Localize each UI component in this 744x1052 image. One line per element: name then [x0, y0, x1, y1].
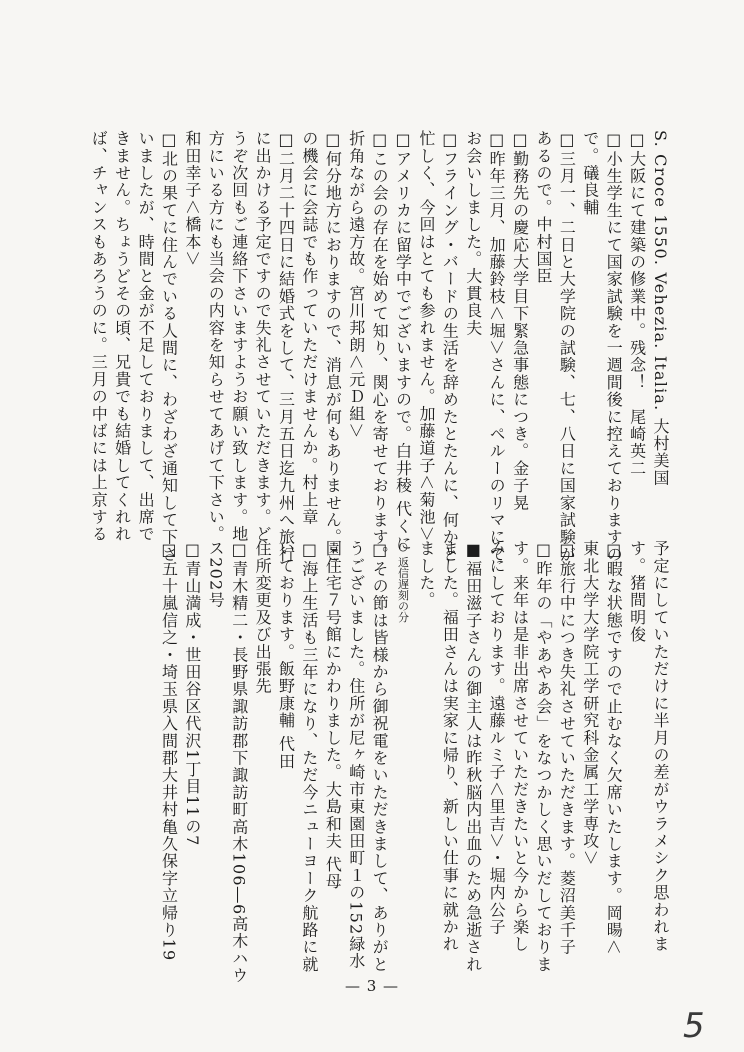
text-column: ■福田滋子さんの御主人は昨秋脳内出血のため急逝され [463, 540, 483, 973]
text-column: □北の果てに住んでいる人間に、わざわざ通知して下さ [159, 130, 179, 563]
text-column: □青山満成・世田谷区代沢1丁目11の7 [182, 540, 202, 847]
text-column: ました。福田さんは実家に帰り、新しい仕事に就かれ [440, 540, 460, 953]
text-column: す。来年は是非出席させていただきたいと今から楽し [510, 540, 530, 953]
text-column: □三月一、二日と大学院の試験、七、八日に国家試験が [557, 130, 577, 563]
text-column: □二月二十四日に結婚式をして、三月五日迄九州へ旅行 [276, 130, 296, 563]
text-column: □その節は皆様から御祝電をいただきまして、ありがと [370, 540, 390, 973]
text-column: いましたが、時間と金が不足しておりまして、出席で [136, 130, 156, 543]
text-column: □何分地方におりますので、消息が何もありません。こ [323, 130, 343, 563]
text-column: 忙しく、今回はとても参れません。加藤道子＜菊池＞ [416, 130, 436, 543]
text-column: □勤務先の慶応大学目下緊急事態につき。金子晃 [510, 130, 530, 512]
top-text-block [87, 130, 672, 563]
text-column: 方にいる方にも当会の内容を知らせてあげて下さい。 [206, 130, 226, 543]
text-column: □海上生活も三年になり、ただ今ニューヨーク航路に就 [299, 540, 319, 973]
text-column: □旅行中につき失礼させていただきます。菱沼美千子 [557, 540, 577, 956]
text-column: の機会に会誌でも作っていただけませんか。村上章 [299, 130, 319, 526]
text-column: ス202号 [206, 540, 226, 609]
page-number: — 3 — [344, 977, 400, 995]
text-column: 予定にしていただけに半月の差がウラメシク思われま [651, 540, 670, 953]
text-column: ば、チャンスもあろうのに。三月の中ばには上京する [89, 130, 109, 543]
text-column: す。猪間明俊 [627, 540, 647, 644]
text-column: □大阪にて建築の修業中。残念！ 尾崎英二 [627, 130, 647, 477]
text-column: うございました。住所が尼ヶ崎市東園田町１の152緑水 [346, 540, 366, 970]
text-column: ○ 返信遅刻の分 [396, 540, 410, 623]
text-column: 折角ながら遠方故。宮川邦朗＜元Ｄ組＞ [346, 130, 366, 440]
text-column: □アメリカに留学中でございますので。白井稜 代くに [393, 130, 413, 553]
text-column: □昨年の「やあやあ会」をなつかしく思いだしておりま [533, 540, 553, 973]
text-column: で。礒良輔 [580, 130, 600, 216]
text-column: に出かける予定ですので失礼させていただきます。ど [253, 130, 273, 543]
text-column: みにしております。遠藤ルミ子＜里吉＞・堀内公子 [487, 540, 507, 936]
text-column: お会いしました。大貫良夫 [463, 130, 483, 337]
text-column: きません。ちょうどその頃、兄貴でも結婚してくれれ [112, 130, 132, 543]
text-column: 和田幸子＜橋本＞ [182, 130, 202, 268]
text-column: いております。飯野康輔 代田 [276, 540, 296, 770]
text-column: □小生学生にて国家試験を一週間後に控えておりますの [604, 130, 624, 563]
text-column: S. Croce 1550. Vehezia. Italia. 大村美国 [651, 130, 670, 487]
text-column: 園住宅７号館にかわりました。大島和夫 代母 [323, 540, 343, 891]
text-column: □フライング・バードの生活を辞めたとたんに、何かと [440, 130, 460, 563]
text-column: □暇な状態ですので止むなく欠席いたします。岡暘＜ [604, 540, 624, 956]
text-column: □五十嵐信之・埼玉県入間郡大井村亀久保字立帰り19 [159, 540, 179, 962]
text-column: うぞ次回もご連絡下さいますようお願い致します。地 [229, 130, 249, 543]
handwritten-page-number: 5 [683, 1006, 705, 1046]
text-column: あるので。中村国臣 [533, 130, 553, 285]
text-column: 東北大学大学院工学研究科金属工学専攻＞ [580, 540, 600, 867]
bottom-text-block [157, 540, 672, 985]
text-column: ました。 [416, 540, 436, 609]
text-column: □この会の存在を始めて知り、関心を寄せております。 [370, 130, 390, 563]
text-column: 住所変更及び出張先 [253, 540, 273, 695]
text-column: □昨年三月、加藤鈴枝＜堀＞さんに、ペルーのリマにて [487, 130, 507, 563]
text-column: □青木精二・長野県諏訪郡下諏訪町高木106―6高木ハウ [229, 540, 249, 985]
